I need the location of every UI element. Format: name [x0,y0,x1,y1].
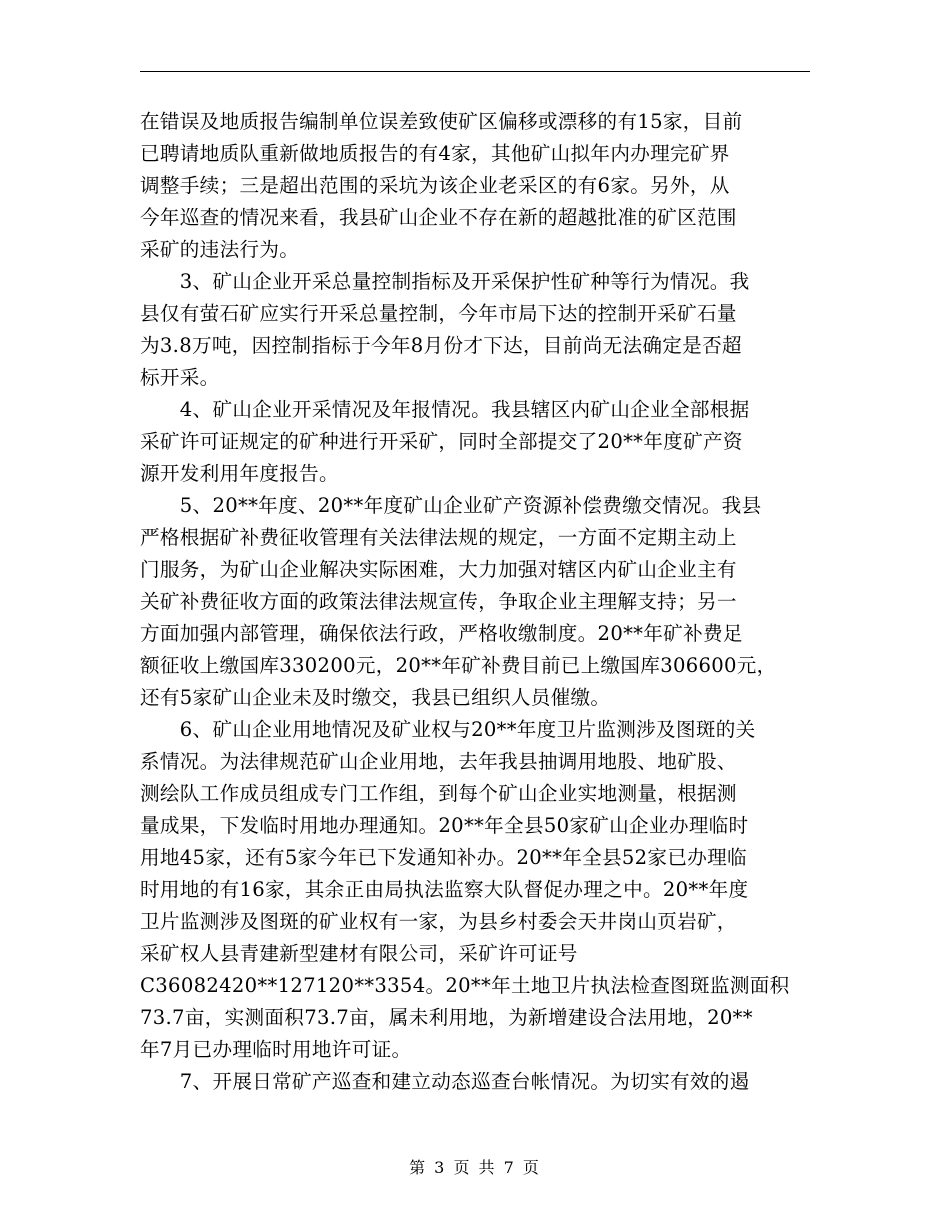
text-line: 为3.8万吨，因控制指标于今年8月份才下达，目前尚无法确定是否超 [140,334,742,357]
text-line: C36082420**127120**3354。20**年土地卫片执法检查图斑监测面积 [140,974,790,997]
text-line: 系情况。为法律规范矿山企业用地，去年我县抽调用地股、地矿股、 [140,750,737,773]
text-line: 方面加强内部管理，确保依法行政，严格收缴制度。20**年矿补费足 [140,622,743,645]
text-line: 量成果，下发临时用地办理通知。20**年全县50家矿山企业办理临时 [140,814,749,837]
text-line: 4、矿山企业开采情况及年报情况。我县辖区内矿山企业全部根据 [140,398,750,421]
text-line: 卫片监测涉及图斑的矿业权有一家，为县乡村委会天井岗山页岩矿， [140,910,737,933]
text-line: 时用地的有16家，其余正由局执法监察大队督促办理之中。20**年度 [140,878,749,901]
text-line: 门服务，为矿山企业解决实际困难，大力加强对辖区内矿山企业主有 [140,558,737,581]
text-line: 已聘请地质队重新做地质报告的有4家，其他矿山拟年内办理完矿界 [140,142,730,165]
text-line: 调整手续；三是超出范围的采坑为该企业老采区的有6家。另外，从 [140,174,730,197]
document-body [140,106,812,1098]
text-line: 采矿权人县青建新型建材有限公司，采矿许可证号 [140,942,578,965]
text-line: 今年巡查的情况来看，我县矿山企业不存在新的超越批准的矿区范围 [140,206,737,229]
text-line: 额征收上缴国库330200元，20**年矿补费目前已上缴国库306600元， [140,654,777,677]
text-line: 标开采。 [140,366,220,389]
text-line: 还有5家矿山企业未及时缴交，我县已组织人员催缴。 [140,686,611,709]
text-line: 3、矿山企业开采总量控制指标及开采保护性矿种等行为情况。我 [140,270,750,293]
header-rule [140,71,810,72]
text-line: 5、20**年度、20**年度矿山企业矿产资源补偿费缴交情况。我县 [140,494,762,517]
text-line: 7、开展日常矿产巡查和建立动态巡查台帐情况。为切实有效的遏 [140,1070,750,1093]
text-line: 测绘队工作成员组成专门工作组，到每个矿山企业实地测量，根据测 [140,782,737,805]
page-number: 第 3 页 共 7 页 [409,1158,541,1177]
text-line: 县仅有萤石矿应实行开采总量控制，今年市局下达的控制开采矿石量 [140,302,737,325]
text-line: 采矿的违法行为。 [140,238,300,261]
text-line: 73.7亩，实测面积73.7亩，属未利用地，为新增建设合法用地，20** [140,1006,753,1029]
text-line: 年7月已办理临时用地许可证。 [140,1038,412,1061]
text-line: 源开发利用年度报告。 [140,462,339,485]
text-line: 采矿许可证规定的矿种进行开采矿，同时全部提交了20**年度矿产资 [140,430,743,453]
text-line: 在错误及地质报告编制单位误差致使矿区偏移或漂移的有15家，目前 [140,110,743,133]
text-line: 关矿补费征收方面的政策法律法规宣传，争取企业主理解支持；另一 [140,590,737,613]
text-line: 用地45家，还有5家今年已下发通知补办。20**年全县52家已办理临 [140,846,747,869]
text-line: 6、矿山企业用地情况及矿业权与20**年度卫片监测涉及图斑的关 [140,718,756,741]
text-line: 严格根据矿补费征收管理有关法律法规的规定，一方面不定期主动上 [140,526,737,549]
